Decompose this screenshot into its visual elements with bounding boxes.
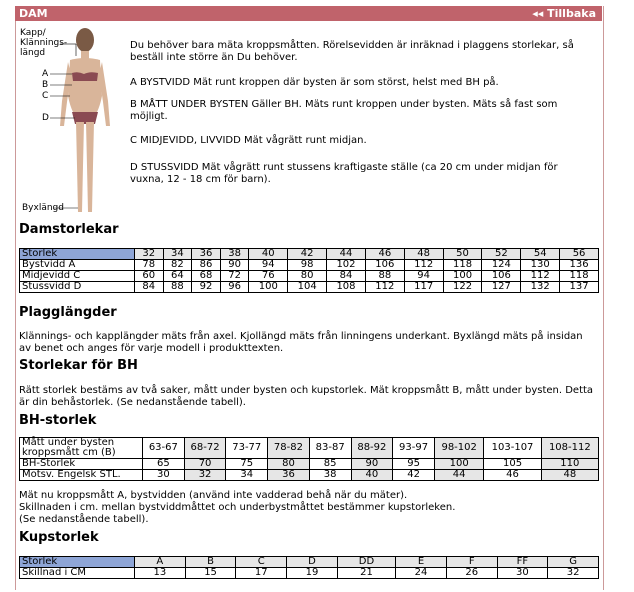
bh-cell: 83-87	[309, 438, 351, 459]
bra-note-2: Skillnaden i cm. mellan bystviddmåttet och underbystmåttet bestämmer kupstorleken.	[19, 502, 456, 513]
double-chevron-left-icon: ◂◂	[532, 7, 544, 20]
dam-cell: 102	[327, 260, 366, 271]
dam-table-row	[20, 260, 599, 271]
measure-b-text: B MÅTT UNDER BYSTEN Gäller BH. Mäts runt kroppen under bysten. Mäts så fast som möjligt.	[130, 99, 558, 122]
kup-cell: 17	[236, 568, 287, 579]
kup-cell: 15	[185, 568, 236, 579]
body-measurement-figure	[20, 26, 126, 218]
bh-row-header: Motsv. Engelsk STL.	[20, 470, 143, 481]
dam-cell: 32	[135, 249, 164, 260]
dam-row-header: Bystvidd A	[20, 260, 135, 271]
dam-cell: 44	[327, 249, 366, 260]
dam-cell: 112	[404, 260, 443, 271]
kup-cell: 32	[548, 568, 599, 579]
dam-cell: 84	[135, 282, 164, 293]
dam-table-row	[20, 282, 599, 293]
intro-paragraph: Du behöver bara mäta kroppsmåtten. Rörelsevidden är inräknad i plaggens storlekar, så beställ inte större än Du behöver.	[130, 40, 574, 63]
dam-cell: 84	[327, 271, 366, 282]
byx-length-label: Byxlängd	[22, 203, 64, 213]
dam-cell: 80	[288, 271, 327, 282]
kup-cell: 26	[446, 568, 497, 579]
garment-lengths-heading: Plagglängder	[19, 305, 117, 320]
bra-note-1: Mät nu kroppsmått A, bystvidden (använd inte vadderad behå när du mäter).	[19, 490, 408, 501]
bh-cell: 70	[184, 459, 226, 470]
dam-cell: 98	[288, 260, 327, 271]
bra-sizes-heading: Storlekar för BH	[19, 358, 138, 373]
bh-cell: 80	[268, 459, 310, 470]
dam-cell: 88	[365, 271, 404, 282]
dam-cell: 34	[163, 249, 192, 260]
dam-cell: 106	[482, 271, 521, 282]
bh-cell: 85	[309, 459, 351, 470]
bh-cell: 42	[393, 470, 435, 481]
dam-table-row	[20, 271, 599, 282]
dam-cell: 127	[482, 282, 521, 293]
dam-cell: 52	[482, 249, 521, 260]
dam-cell: 132	[521, 282, 560, 293]
kup-cell: 19	[287, 568, 338, 579]
dam-cell: 137	[560, 282, 599, 293]
kup-table-row	[20, 557, 599, 568]
dam-cell: 130	[521, 260, 560, 271]
bh-cell: 110	[541, 459, 598, 470]
bh-cell: 73-77	[226, 438, 268, 459]
kup-cell: B	[185, 557, 236, 568]
bh-cell: 32	[184, 470, 226, 481]
bh-cell: 48	[541, 470, 598, 481]
kup-cell: 24	[396, 568, 447, 579]
dam-cell: 82	[163, 260, 192, 271]
label-b: B	[42, 80, 49, 90]
dam-cell: 72	[220, 271, 249, 282]
bh-cell: 36	[268, 470, 310, 481]
garment-lengths-text: Klännings- och kapplängder mäts från axel. Kjollängd mäts från linningens underkant. Byxlängd mäts på insidan av benet och anges för varje modell i produkttexten.	[19, 331, 583, 354]
bh-table-row	[20, 459, 599, 470]
dam-cell: 90	[220, 260, 249, 271]
bh-table-row	[20, 470, 599, 481]
bh-cell: 44	[434, 470, 483, 481]
cup-size-heading: Kupstorlek	[19, 530, 99, 545]
bh-cell: 95	[393, 459, 435, 470]
dam-cell: 94	[249, 260, 288, 271]
kup-table-row	[20, 568, 599, 579]
dam-cell: 124	[482, 260, 521, 271]
bra-note-3: (Se nedanstående tabell).	[19, 514, 149, 525]
bra-size-table	[19, 437, 599, 481]
dam-cell: 104	[288, 282, 327, 293]
kup-row-header: Storlek	[20, 557, 135, 568]
dam-cell: 36	[192, 249, 221, 260]
measure-a-text: A BYSTVIDD Mät runt kroppen där bysten är som störst, helst med BH på.	[130, 77, 499, 88]
label-a: A	[42, 69, 49, 79]
cup-size-table	[19, 556, 599, 579]
dam-cell: 100	[443, 271, 482, 282]
dam-cell: 94	[404, 271, 443, 282]
dam-cell: 86	[192, 260, 221, 271]
label-c: C	[42, 91, 49, 101]
dam-cell: 96	[220, 282, 249, 293]
bh-row-header: BH-Storlek	[20, 459, 143, 470]
bh-cell: 105	[484, 459, 541, 470]
dam-sizes-heading: Damstorlekar	[19, 222, 119, 237]
dam-cell: 76	[249, 271, 288, 282]
dam-row-header: Stussvidd D	[20, 282, 135, 293]
bh-cell: 63-67	[143, 438, 185, 459]
bh-row-header: Mått under bysten kroppsmått cm (B)	[20, 438, 143, 459]
bh-cell: 93-97	[393, 438, 435, 459]
kup-cell: C	[236, 557, 287, 568]
kup-cell: F	[446, 557, 497, 568]
bh-cell: 98-102	[434, 438, 483, 459]
dam-row-header: Midjevidd C	[20, 271, 135, 282]
dam-cell: 38	[220, 249, 249, 260]
label-d: D	[42, 113, 49, 123]
dam-cell: 136	[560, 260, 599, 271]
bh-cell: 88-92	[351, 438, 393, 459]
kup-cell: FF	[497, 557, 548, 568]
dam-cell: 92	[192, 282, 221, 293]
bh-cell: 100	[434, 459, 483, 470]
dam-table-row	[20, 249, 599, 260]
bh-cell: 75	[226, 459, 268, 470]
kup-cell: DD	[337, 557, 395, 568]
back-link-label: Tillbaka	[547, 7, 596, 20]
bh-cell: 108-112	[541, 438, 598, 459]
dam-cell: 78	[135, 260, 164, 271]
kup-cell: 13	[135, 568, 186, 579]
dam-cell: 88	[163, 282, 192, 293]
dam-cell: 106	[365, 260, 404, 271]
section-header-bar	[15, 6, 602, 21]
dam-cell: 122	[443, 282, 482, 293]
dam-cell: 108	[327, 282, 366, 293]
kup-cell: A	[135, 557, 186, 568]
dam-cell: 40	[249, 249, 288, 260]
bh-cell: 38	[309, 470, 351, 481]
dam-cell: 68	[192, 271, 221, 282]
kup-cell: 30	[497, 568, 548, 579]
bra-sizes-text: Rätt storlek bestäms av två saker, mått under bysten och kupstorlek. Mät kroppsmått B, mått under bysten. Detta är din behåstorlek. (Se nedanstående tabell).	[19, 385, 594, 408]
kup-row-header: Skillnad i CM	[20, 568, 135, 579]
bh-cell: 40	[351, 470, 393, 481]
bh-cell: 90	[351, 459, 393, 470]
dam-cell: 112	[521, 271, 560, 282]
kup-cell: E	[396, 557, 447, 568]
dam-cell: 46	[365, 249, 404, 260]
dam-cell: 100	[249, 282, 288, 293]
dam-cell: 64	[163, 271, 192, 282]
bh-cell: 78-82	[268, 438, 310, 459]
dam-cell: 50	[443, 249, 482, 260]
dam-cell: 118	[560, 271, 599, 282]
dam-cell: 60	[135, 271, 164, 282]
kapp-length-label: Kapp/ Klännings- längd	[20, 28, 68, 58]
kup-cell: 21	[337, 568, 395, 579]
measure-d-text: D STUSSVIDD Mät vågrätt runt stussens kraftigaste ställe (ca 20 cm under midjan för vuxna, 12 - 18 cm för barn).	[130, 162, 558, 185]
bh-cell: 103-107	[484, 438, 541, 459]
dam-cell: 48	[404, 249, 443, 260]
kup-cell: G	[548, 557, 599, 568]
dam-cell: 118	[443, 260, 482, 271]
dam-row-header: Storlek	[20, 249, 135, 260]
bh-cell: 34	[226, 470, 268, 481]
section-title: DAM	[19, 7, 48, 20]
dam-cell: 54	[521, 249, 560, 260]
kup-cell: D	[287, 557, 338, 568]
dam-sizes-table	[19, 248, 599, 293]
bh-cell: 30	[143, 470, 185, 481]
dam-cell: 56	[560, 249, 599, 260]
bh-table-row	[20, 438, 599, 459]
bh-cell: 46	[484, 470, 541, 481]
bra-size-heading: BH-storlek	[19, 413, 97, 428]
dam-cell: 112	[365, 282, 404, 293]
back-link[interactable]	[532, 7, 596, 20]
dam-cell: 42	[288, 249, 327, 260]
bh-cell: 68-72	[184, 438, 226, 459]
bh-cell: 65	[143, 459, 185, 470]
dam-cell: 117	[404, 282, 443, 293]
measure-c-text: C MIDJEVIDD, LIVVIDD Mät vågrätt runt midjan.	[130, 135, 367, 146]
